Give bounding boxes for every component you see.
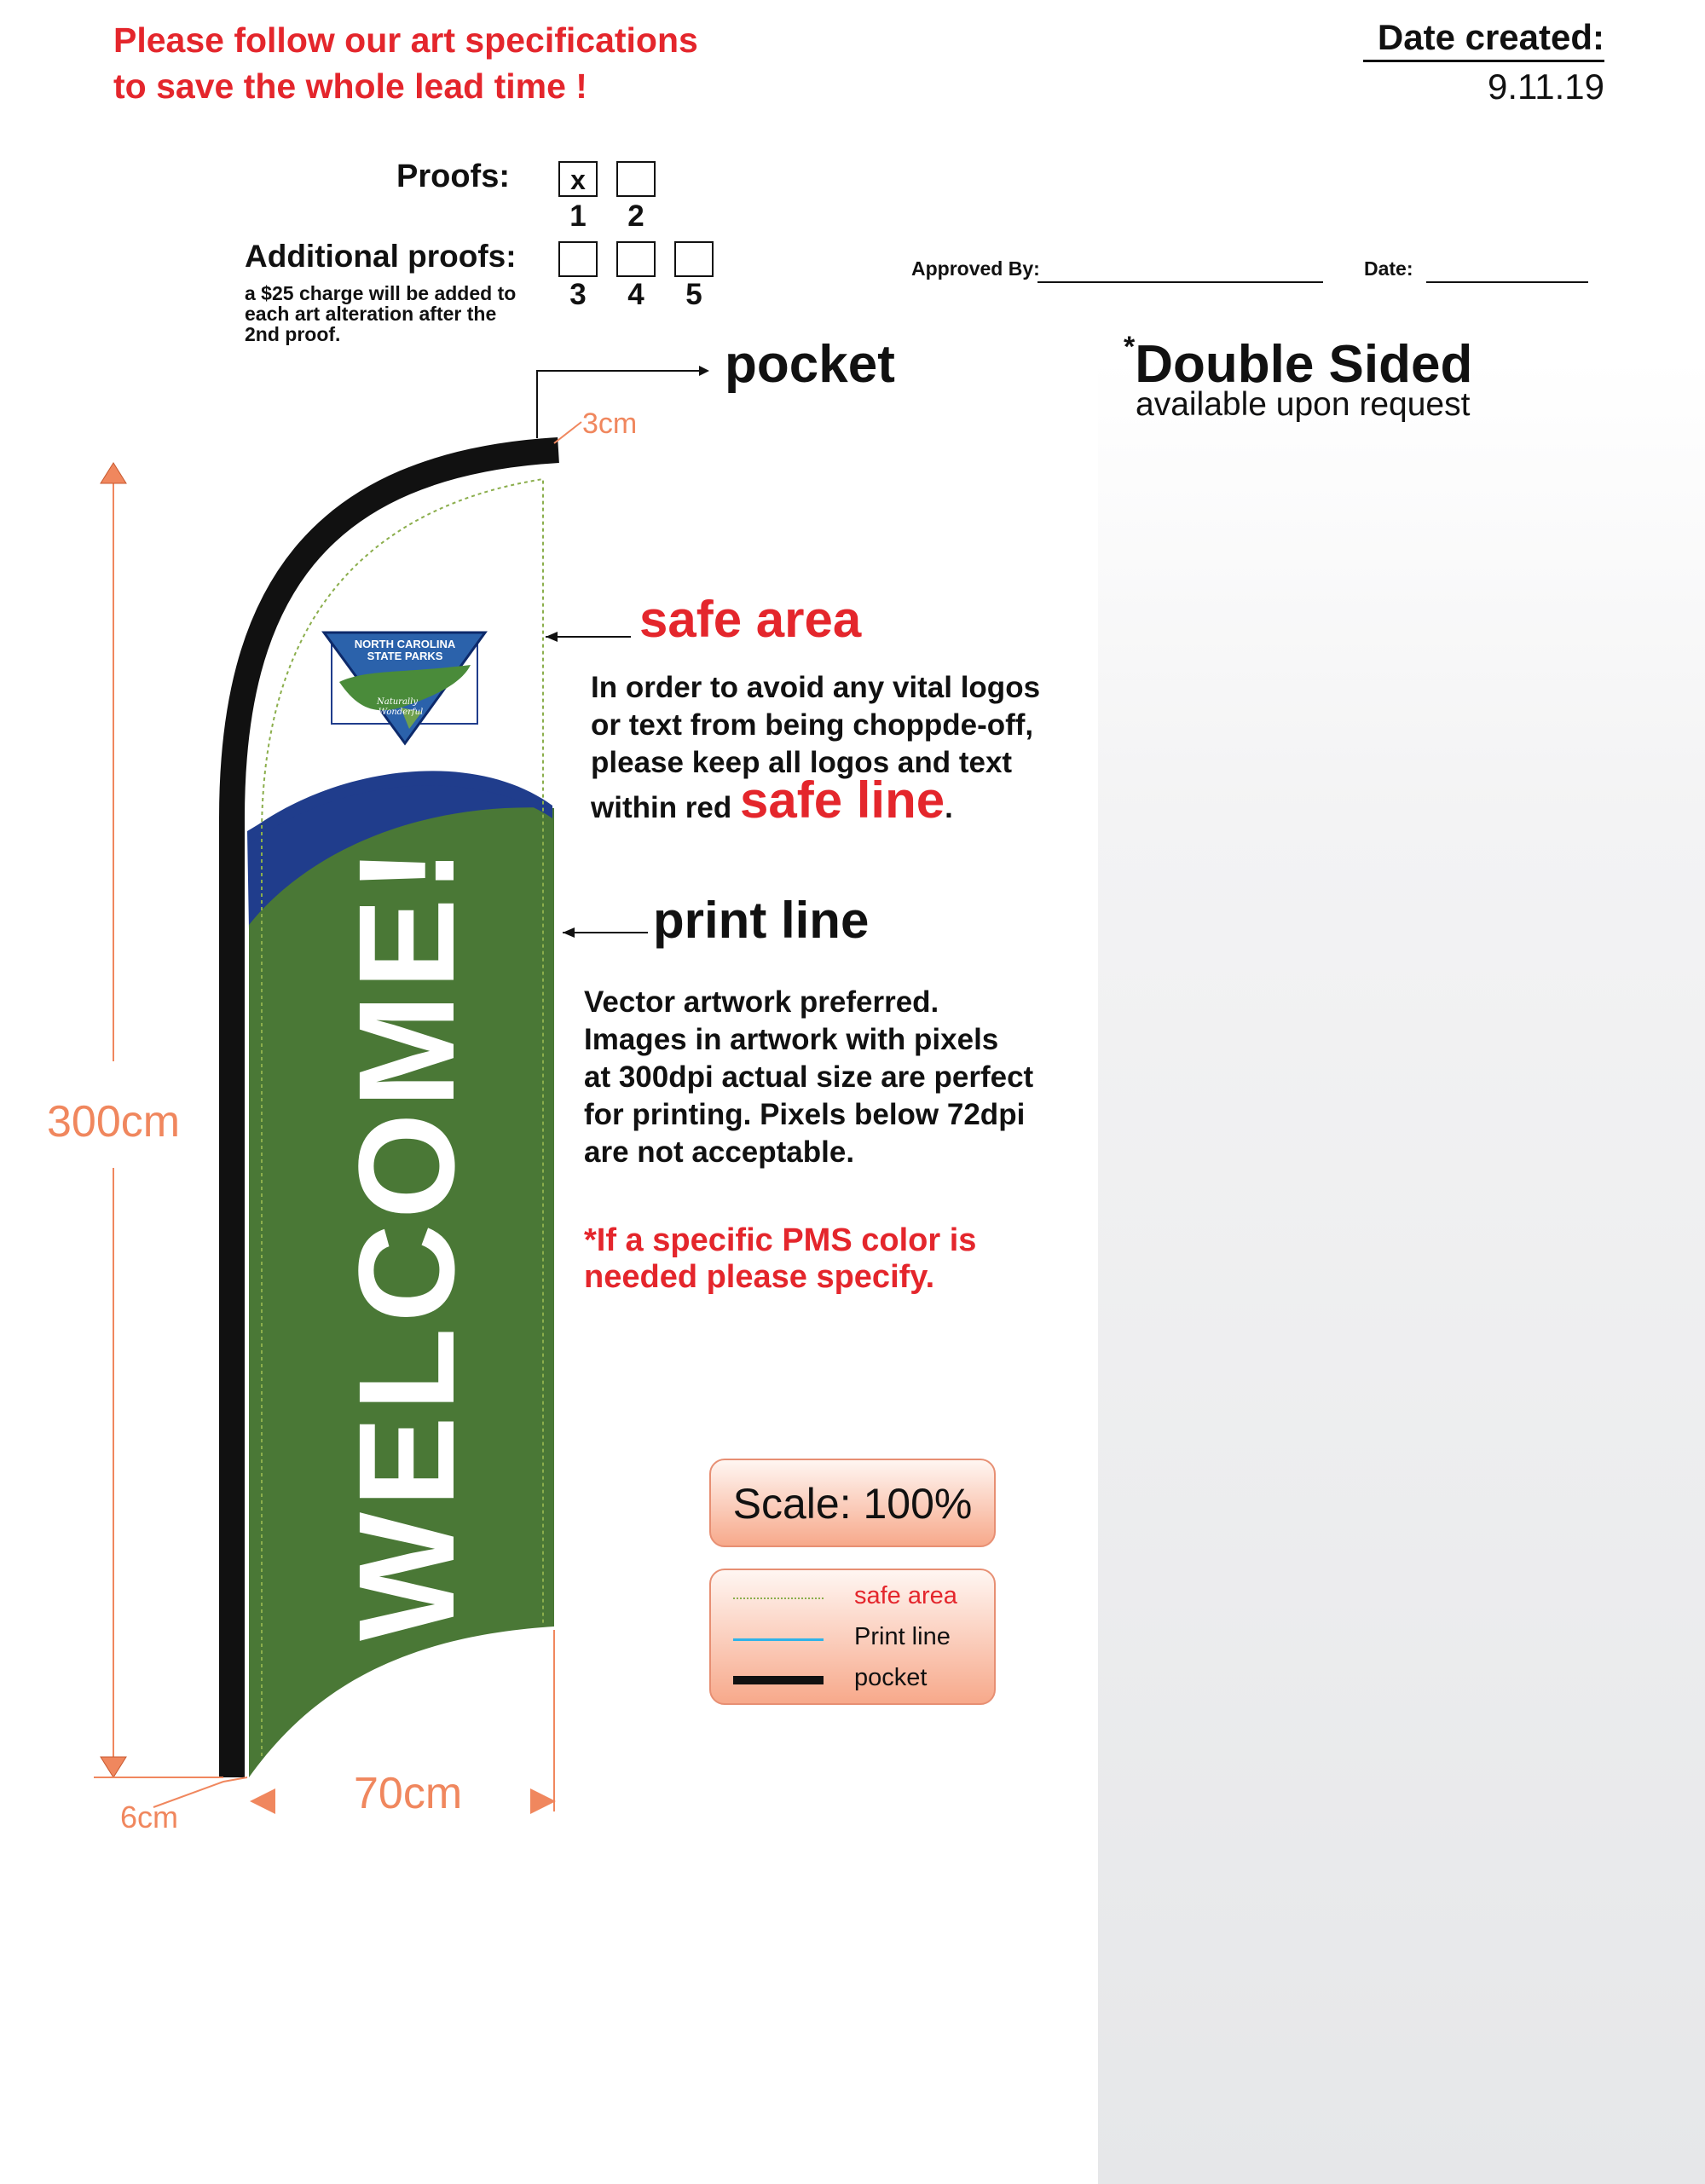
safe-area-line-2: or text from being choppde-off,	[591, 708, 1034, 742]
legend	[709, 1569, 996, 1705]
safe-area-title: safe area	[639, 591, 862, 648]
proof-number-1: 1	[569, 199, 587, 233]
height-arrow-top	[101, 463, 126, 483]
legend-label-pocket: pocket	[854, 1664, 928, 1691]
logo-tagline-2: Wonderful	[378, 708, 424, 717]
proof-number-5: 5	[685, 278, 702, 311]
logo-tagline-1: Naturally	[377, 697, 418, 707]
print-line-text-3: at 300dpi actual size are perfect	[584, 1060, 1034, 1094]
date-created-value: 9.11.19	[1487, 66, 1604, 107]
print-line-title: print line	[653, 892, 870, 949]
pms-color-note	[584, 1222, 1095, 1296]
proofs-label: Proofs:	[396, 159, 510, 194]
pms-note-line-1: *If a specific PMS color is	[584, 1222, 977, 1258]
print-line-text-4: for printing. Pixels below 72dpi	[584, 1098, 1026, 1131]
proof-number-3: 3	[569, 278, 587, 311]
height-arrow-bottom	[101, 1757, 126, 1777]
print-line-body	[584, 984, 1095, 1171]
print-line-text-5: are not acceptable.	[584, 1135, 855, 1169]
legend-label-print-line: Print line	[854, 1623, 951, 1650]
pocket-title: pocket	[725, 335, 895, 394]
double-sided-star: *	[1124, 331, 1136, 363]
approved-by-label: Approved By:	[911, 257, 1040, 280]
proof-checkbox-1[interactable]: x	[558, 161, 598, 197]
approval-date-label: Date:	[1364, 257, 1413, 280]
pocket-width-label: 6cm	[120, 1800, 179, 1834]
safe-area-line-4	[591, 771, 1102, 829]
logo-title-line-2: STATE PARKS	[367, 650, 443, 662]
legend-item-pocket	[711, 1661, 994, 1702]
pocket-callout-arrowhead	[699, 366, 709, 376]
double-sided-text: Double Sided	[1135, 335, 1473, 394]
date-created-label: Date created:	[1363, 17, 1604, 62]
additional-proofs-note: a $25 charge will be added to each art alteration after the 2nd proof.	[245, 282, 517, 345]
print-line-text-2: Images in artwork with pixels	[584, 1023, 999, 1056]
pocket-top-dimension-line	[554, 422, 581, 443]
safe-area-body	[591, 669, 1102, 827]
notice-line-2: to save the whole lead time !	[113, 66, 587, 106]
flag-welcome-text: WELCOME!	[330, 842, 483, 1641]
safe-area-line-3: please keep all logos and text	[591, 746, 1013, 779]
proof-number-2: 2	[627, 199, 644, 233]
safe-area-swatch	[733, 1598, 824, 1599]
pocket-top-label: 3cm	[582, 407, 638, 440]
width-arrow-left	[250, 1788, 275, 1814]
safe-area-line-1: In order to avoid any vital logos	[591, 671, 1041, 704]
additional-proofs-label: Additional proofs:	[245, 239, 517, 274]
width-dimension-label: 70cm	[354, 1769, 463, 1818]
legend-item-safe-area	[711, 1579, 994, 1620]
pms-note-line-2: needed please specify.	[584, 1259, 935, 1295]
width-arrow-right	[530, 1788, 556, 1814]
pocket-swatch	[733, 1676, 824, 1684]
safe-area-line-4-suffix: .	[945, 791, 953, 824]
double-sided-subtitle: available upon request	[1136, 386, 1471, 423]
scale-badge: Scale: 100%	[709, 1459, 996, 1547]
legend-label-safe-area: safe area	[854, 1582, 957, 1609]
safe-area-line-4-prefix: within red	[591, 791, 740, 824]
height-dimension-label: 300cm	[47, 1097, 181, 1147]
legend-item-print-line	[711, 1620, 994, 1661]
print-line-text-1: Vector artwork preferred.	[584, 985, 939, 1019]
notice-line-1: Please follow our art specifications	[113, 20, 698, 60]
print-line-swatch	[733, 1638, 824, 1641]
proof-number-4: 4	[627, 278, 644, 311]
logo-title-line-1: NORTH CAROLINA	[354, 638, 456, 650]
safe-line-highlight: safe line	[740, 771, 945, 829]
